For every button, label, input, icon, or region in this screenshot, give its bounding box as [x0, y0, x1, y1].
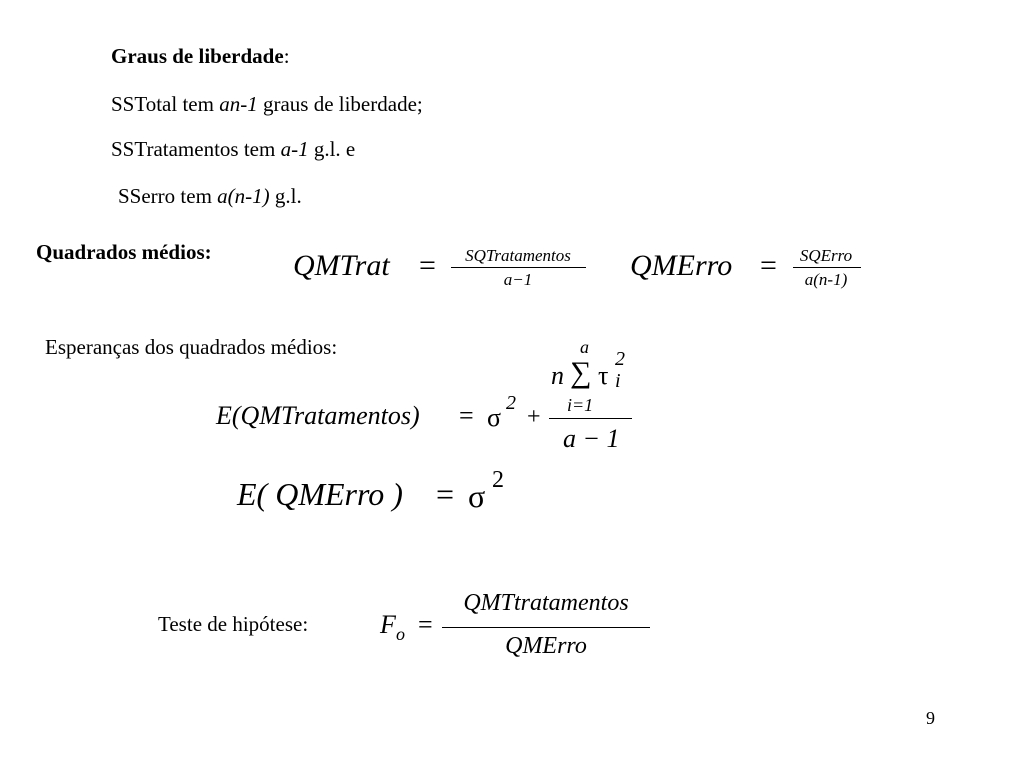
qmtrat-lhs: QMTrat [293, 249, 390, 282]
f-subscript: o [396, 624, 405, 644]
eq1-sigma: σ [487, 403, 502, 432]
qmtrat-equals: = [419, 249, 436, 282]
eq1-fraction-bar [549, 418, 632, 419]
quadrados-heading: Quadrados médios: [36, 240, 212, 264]
qmerro-numerator: SQErro [799, 246, 853, 265]
f-numerator: QMTtratamentos [463, 590, 629, 616]
page-number: 9 [926, 708, 935, 728]
f-fraction-bar [442, 627, 650, 628]
graus-heading: Graus de liberdade: [111, 44, 290, 68]
f-symbol: F [380, 610, 396, 639]
esperancas-label: Esperanças dos quadrados médios: [45, 335, 338, 359]
eq1-denominator: a − 1 [563, 424, 620, 453]
tau-superscript: 2 [615, 348, 625, 370]
qmerro-equals: = [760, 249, 777, 282]
qmerro-denominator: a(n-1) [804, 270, 848, 289]
eq1-sigma-exponent: 2 [506, 392, 516, 414]
sum-lower-limit: i=1 [567, 395, 594, 415]
sum-symbol: ∑ [570, 356, 592, 389]
eq2-equals: = [436, 476, 455, 512]
f-denominator: QMErro [505, 633, 587, 659]
f-equals: = [418, 610, 433, 639]
teste-label: Teste de hipótese: [158, 612, 309, 636]
eq2-lhs: E( QMErro ) [237, 476, 403, 512]
eq1-plus: + [527, 404, 541, 430]
qmtrat-denominator: a−1 [503, 270, 533, 289]
sum-upper-limit: a [580, 337, 589, 357]
qmerro-fraction-bar [793, 267, 861, 268]
qmerro-lhs: QMErro [630, 249, 733, 282]
qmtrat-numerator: SQTratamentos [465, 246, 571, 265]
tau-symbol: τ [598, 361, 609, 390]
graus-line-sstotal: SSTotal tem an-1 graus de liberdade; [111, 92, 423, 116]
graus-line-sstratamentos: SSTratamentos tem a-1 g.l. e [111, 137, 356, 161]
graus-line-sserro: SSerro tem a(n-1) g.l. [118, 184, 302, 208]
eq2-sigma: σ [468, 478, 486, 514]
eq2-sigma-exponent: 2 [492, 467, 504, 493]
eq1-equals: = [459, 401, 474, 430]
eq1-lhs: E(QMTratamentos) [216, 401, 420, 430]
qmtrat-fraction-bar [451, 267, 586, 268]
tau-subscript: i [615, 370, 621, 392]
sum-coefficient-n: n [551, 361, 564, 390]
